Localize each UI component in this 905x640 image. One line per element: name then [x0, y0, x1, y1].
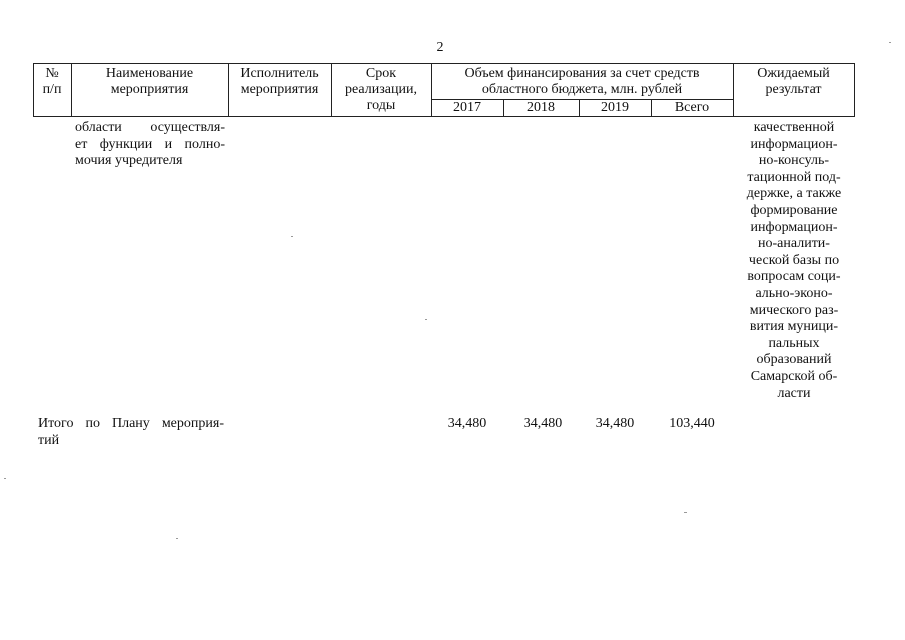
- header-year-total: Всего: [674, 100, 710, 115]
- header-col-funding-line-2: областного бюджета, млн. рублей: [481, 82, 683, 97]
- total-label: [38, 416, 224, 449]
- scan-speck: [684, 512, 687, 513]
- total-value-sum: 103,440: [669, 416, 715, 431]
- row-result-line: ласти: [777, 385, 811, 401]
- row-result-line: но-консуль-: [758, 153, 830, 169]
- header-col-term: [331, 66, 431, 114]
- row-result-text: [738, 120, 850, 402]
- header-col-executor-line-1: Исполнитель: [240, 66, 319, 81]
- total-label-line: тий: [38, 432, 60, 448]
- row-result-line: ально-эконо-: [755, 285, 833, 301]
- row-result-line: информацион-: [750, 219, 838, 235]
- row-name-text: [75, 120, 225, 170]
- row-result-line: держке, а также: [746, 186, 842, 202]
- header-year-2018: 2018: [527, 100, 555, 115]
- total-label-line: Итого по Плану мероприя-: [38, 416, 224, 431]
- row-result-line: пальных: [768, 335, 820, 351]
- scan-speck: [425, 319, 427, 320]
- header-col-result-line-1: Ожидаемый: [757, 66, 830, 81]
- header-col-term-line-1: Срок: [365, 66, 397, 81]
- header-col-term-line-3: годы: [366, 98, 396, 113]
- total-value-2017: 34,480: [447, 416, 487, 431]
- table-header: [33, 63, 855, 117]
- header-col-name-line-1: Наименование: [105, 66, 194, 81]
- row-result-line: формирование: [750, 202, 838, 218]
- total-value-2019: 34,480: [595, 416, 635, 431]
- row-result-line: мического раз-: [749, 302, 839, 318]
- header-bottom-border: [33, 116, 855, 117]
- header-border-right: [854, 63, 855, 117]
- scan-speck: [889, 42, 891, 43]
- header-col-executor: [228, 66, 331, 98]
- header-col-result-line-2: результат: [765, 82, 822, 97]
- header-col-result: [733, 66, 854, 98]
- header-col-number: [33, 66, 71, 98]
- row-result-line: качественной: [753, 120, 835, 135]
- header-top-border: [33, 63, 855, 64]
- header-col-term-line-2: реализации,: [345, 82, 417, 97]
- scan-speck: [291, 236, 293, 237]
- row-result-line: но-аналити-: [758, 236, 830, 252]
- page-number: 2: [436, 40, 444, 55]
- header-col-number-line-1: №: [45, 66, 59, 81]
- header-col-name-line-2: мероприятия: [110, 82, 189, 97]
- row-name-line: области осуществля-: [75, 120, 225, 135]
- row-result-line: вопросам соци-: [747, 269, 841, 285]
- header-col-funding: [431, 66, 733, 98]
- row-result-line: ческой базы по: [748, 252, 840, 268]
- row-result-line: Самарской об-: [750, 368, 838, 384]
- row-result-line: вития муници-: [749, 319, 839, 335]
- header-col-number-line-2: п/п: [42, 82, 62, 97]
- total-value-2018: 34,480: [523, 416, 563, 431]
- header-col-executor-line-2: мероприятия: [240, 82, 319, 97]
- header-year-2017: 2017: [453, 100, 481, 115]
- header-col-name: [71, 66, 228, 98]
- row-result-line: образований: [756, 352, 832, 368]
- header-col-funding-line-1: Объем финансирования за счет средств: [464, 66, 700, 81]
- header-year-2019: 2019: [601, 100, 629, 115]
- row-result-line: тационной под-: [747, 169, 841, 185]
- scan-speck: [176, 538, 178, 539]
- row-name-line: мочия учредителя: [75, 153, 183, 169]
- row-result-line: информацион-: [750, 136, 838, 152]
- scan-speck: [4, 478, 6, 479]
- row-name-line: ет функции и полно-: [75, 136, 225, 152]
